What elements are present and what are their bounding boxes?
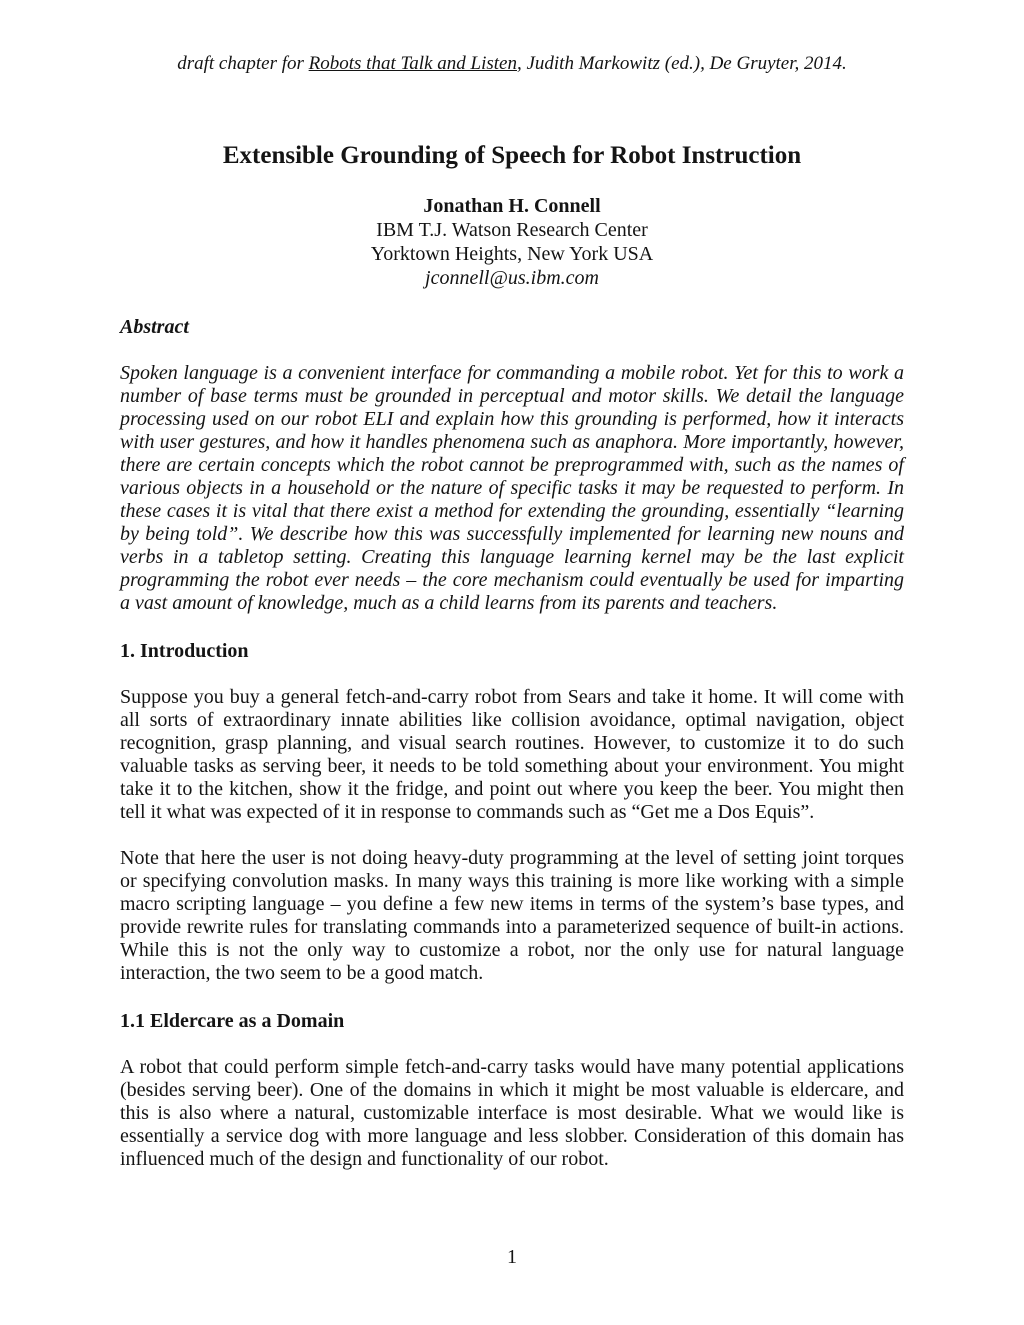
draft-note-prefix: draft chapter for (177, 53, 309, 74)
author-block (120, 194, 904, 290)
section-heading-eldercare: 1.1 Eldercare as a Domain (120, 1010, 345, 1032)
author-affiliation: IBM T.J. Watson Research Center (376, 219, 648, 241)
author-location: Yorktown Heights, New York USA (370, 243, 654, 265)
paper-title: Extensible Grounding of Speech for Robot Instruction (222, 142, 802, 169)
page-number: 1 (507, 1246, 517, 1268)
author-name: Jonathan H. Connell (423, 195, 601, 217)
abstract-heading: Abstract (120, 316, 189, 338)
paragraph: A robot that could perform simple fetch-and-carry tasks would have many potential applications (besides serving beer). One of the domains in which it might be most valuable is eldercare, and this is also where a natural, customizable interface is most desirable. What we would like is essentially a service dog with more language and less slobber. Consideration of this domain has influenced much of the design and functionality of our robot. (120, 1056, 904, 1170)
abstract-body: Spoken language is a convenient interface for commanding a mobile robot. Yet for this to work a number of base terms must be grounded in perceptual and motor skills. We detail the language processing used on our robot ELI and explain how this grounding is performed, how it interacts with user gestures, and how it handles phenomena such as anaphora. More importantly, however, there are certain concepts which the robot cannot be preprogrammed with, such as the names of various objects in a household or the nature of specific tasks it may be requested to perform. In these cases it is vital that there exist a method for extending the grounding, essentially “learning by being told”. We describe how this was successfully implemented for learning new nouns and verbs in a tabletop setting. Creating this language learning kernel may be the last explicit programming the robot ever needs – the core mechanism could eventually be used for imparting a vast amount of knowledge, much as a child learns from its parents and teachers. (120, 362, 904, 614)
book-title: Robots that Talk and Listen (308, 53, 517, 74)
draft-note-suffix: , Judith Markowitz (ed.), De Gruyter, 2014. (516, 53, 847, 74)
draft-note (120, 52, 904, 75)
section-heading-introduction: 1. Introduction (120, 640, 249, 662)
paragraph: Note that here the user is not doing heavy-duty programming at the level of setting joint torques or specifying convolution masks. In many ways this training is more like working with a simple macro scripting language – you define a few new items in terms of the system’s base types, and provide rewrite rules for translating commands into a parameterized sequence of built-in actions. While this is not the only way to customize a robot, nor the only use for natural language interaction, the two seem to be a good match. (120, 847, 904, 984)
author-email: jconnell@us.ibm.com (425, 267, 599, 289)
paragraph: Suppose you buy a general fetch-and-carry robot from Sears and take it home. It will come with all sorts of extraordinary innate abilities like collision avoidance, optimal navigation, object recognition, grasp planning, and visual search routines. However, to customize it to do such valuable tasks as serving beer, it needs to be told something about your environment. You might take it to the kitchen, show it the fridge, and point out where you keep the beer. You might then tell it what was expected of it in response to commands such as “Get me a Dos Equis”. (120, 686, 904, 823)
